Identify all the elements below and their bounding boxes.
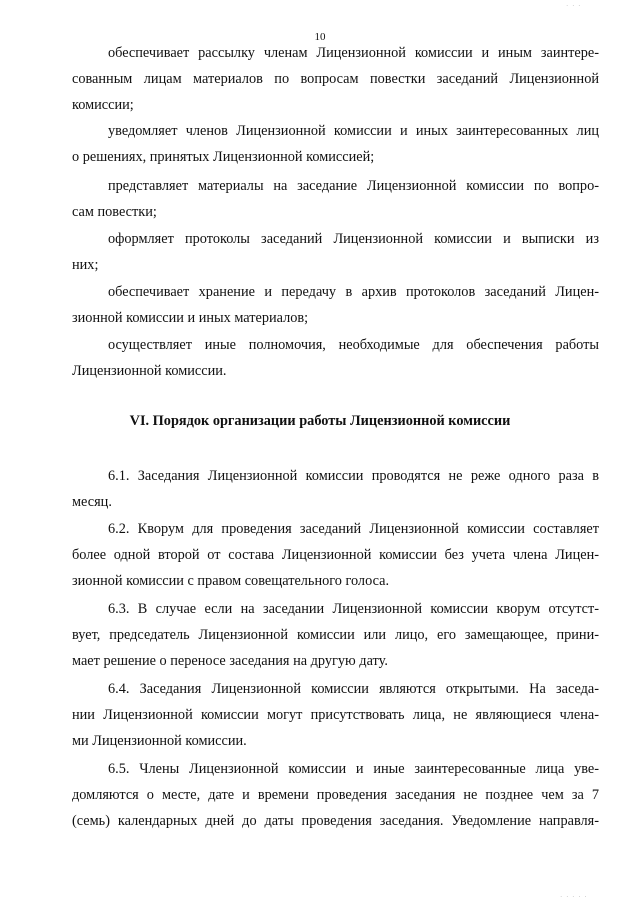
- text-line: комиссии;: [72, 97, 134, 113]
- text-line: уведомляет членов Лицензионной комиссии и иных заинтересованных лиц: [108, 123, 599, 139]
- text-line: 6.1. Заседания Лицензионной комиссии проводятся не реже одного раза в: [108, 468, 599, 484]
- text-line: ми Лицензионной комиссии.: [72, 733, 247, 749]
- page-number: 10: [314, 31, 326, 43]
- text-line: зионной комиссии с правом совещательного голоса.: [72, 573, 390, 589]
- text-line: представляет материалы на заседание Лицензионной комиссии по вопро-: [108, 178, 599, 194]
- text-line: осуществляет иные полномочия, необходимые для обеспечения работы: [108, 337, 599, 353]
- text-line: более одной второй от состава Лицензионной комиссии без учета члена Лицен-: [72, 547, 599, 563]
- text-line: (семь) календарных дней до даты проведения заседания. Уведомление направля-: [72, 813, 599, 829]
- text-line: обеспечивает хранение и передачу в архив протоколов заседаний Лицен-: [108, 284, 599, 300]
- text-line: них;: [72, 257, 99, 273]
- section-title: VI. Порядок организации работы Лицензионной комиссии: [129, 413, 511, 429]
- text-line: Лицензионной комиссии.: [72, 363, 227, 379]
- text-line: 6.4. Заседания Лицензионной комиссии являются открытыми. На заседа-: [108, 681, 599, 697]
- text-line: о решениях, принятых Лицензионной комиссией;: [72, 149, 375, 165]
- scan-artifact: · · · · ·: [560, 893, 588, 901]
- text-line: месяц.: [72, 494, 112, 510]
- text-line: 6.3. В случае если на заседании Лицензионной комиссии кворум отсутст-: [108, 601, 599, 617]
- text-line: оформляет протоколы заседаний Лицензионной комиссии и выписки из: [108, 231, 599, 247]
- text-line: сованным лицам материалов по вопросам повестки заседаний Лицензионной: [72, 71, 599, 87]
- text-line: сам повестки;: [72, 204, 157, 220]
- text-line: домляются о месте, дате и времени проведения заседания не позднее чем за 7: [72, 787, 599, 803]
- text-line: 6.5. Члены Лицензионной комиссии и иные заинтересованные лица уве-: [108, 761, 599, 777]
- text-line: 6.2. Кворум для проведения заседаний Лицензионной комиссии составляет: [108, 521, 599, 537]
- text-line: зионной комиссии и иных материалов;: [72, 310, 309, 326]
- text-line: вует, председатель Лицензионной комиссии или лицо, его замещающее, прини-: [72, 627, 599, 643]
- text-line: нии Лицензионной комиссии могут присутствовать лица, не являющиеся члена-: [72, 707, 599, 723]
- text-line: мает решение о переносе заседания на другую дату.: [72, 653, 388, 669]
- text-line: обеспечивает рассылку членам Лицензионной комиссии и иным заинтере-: [108, 45, 599, 61]
- scan-artifact: · · ·: [566, 2, 582, 10]
